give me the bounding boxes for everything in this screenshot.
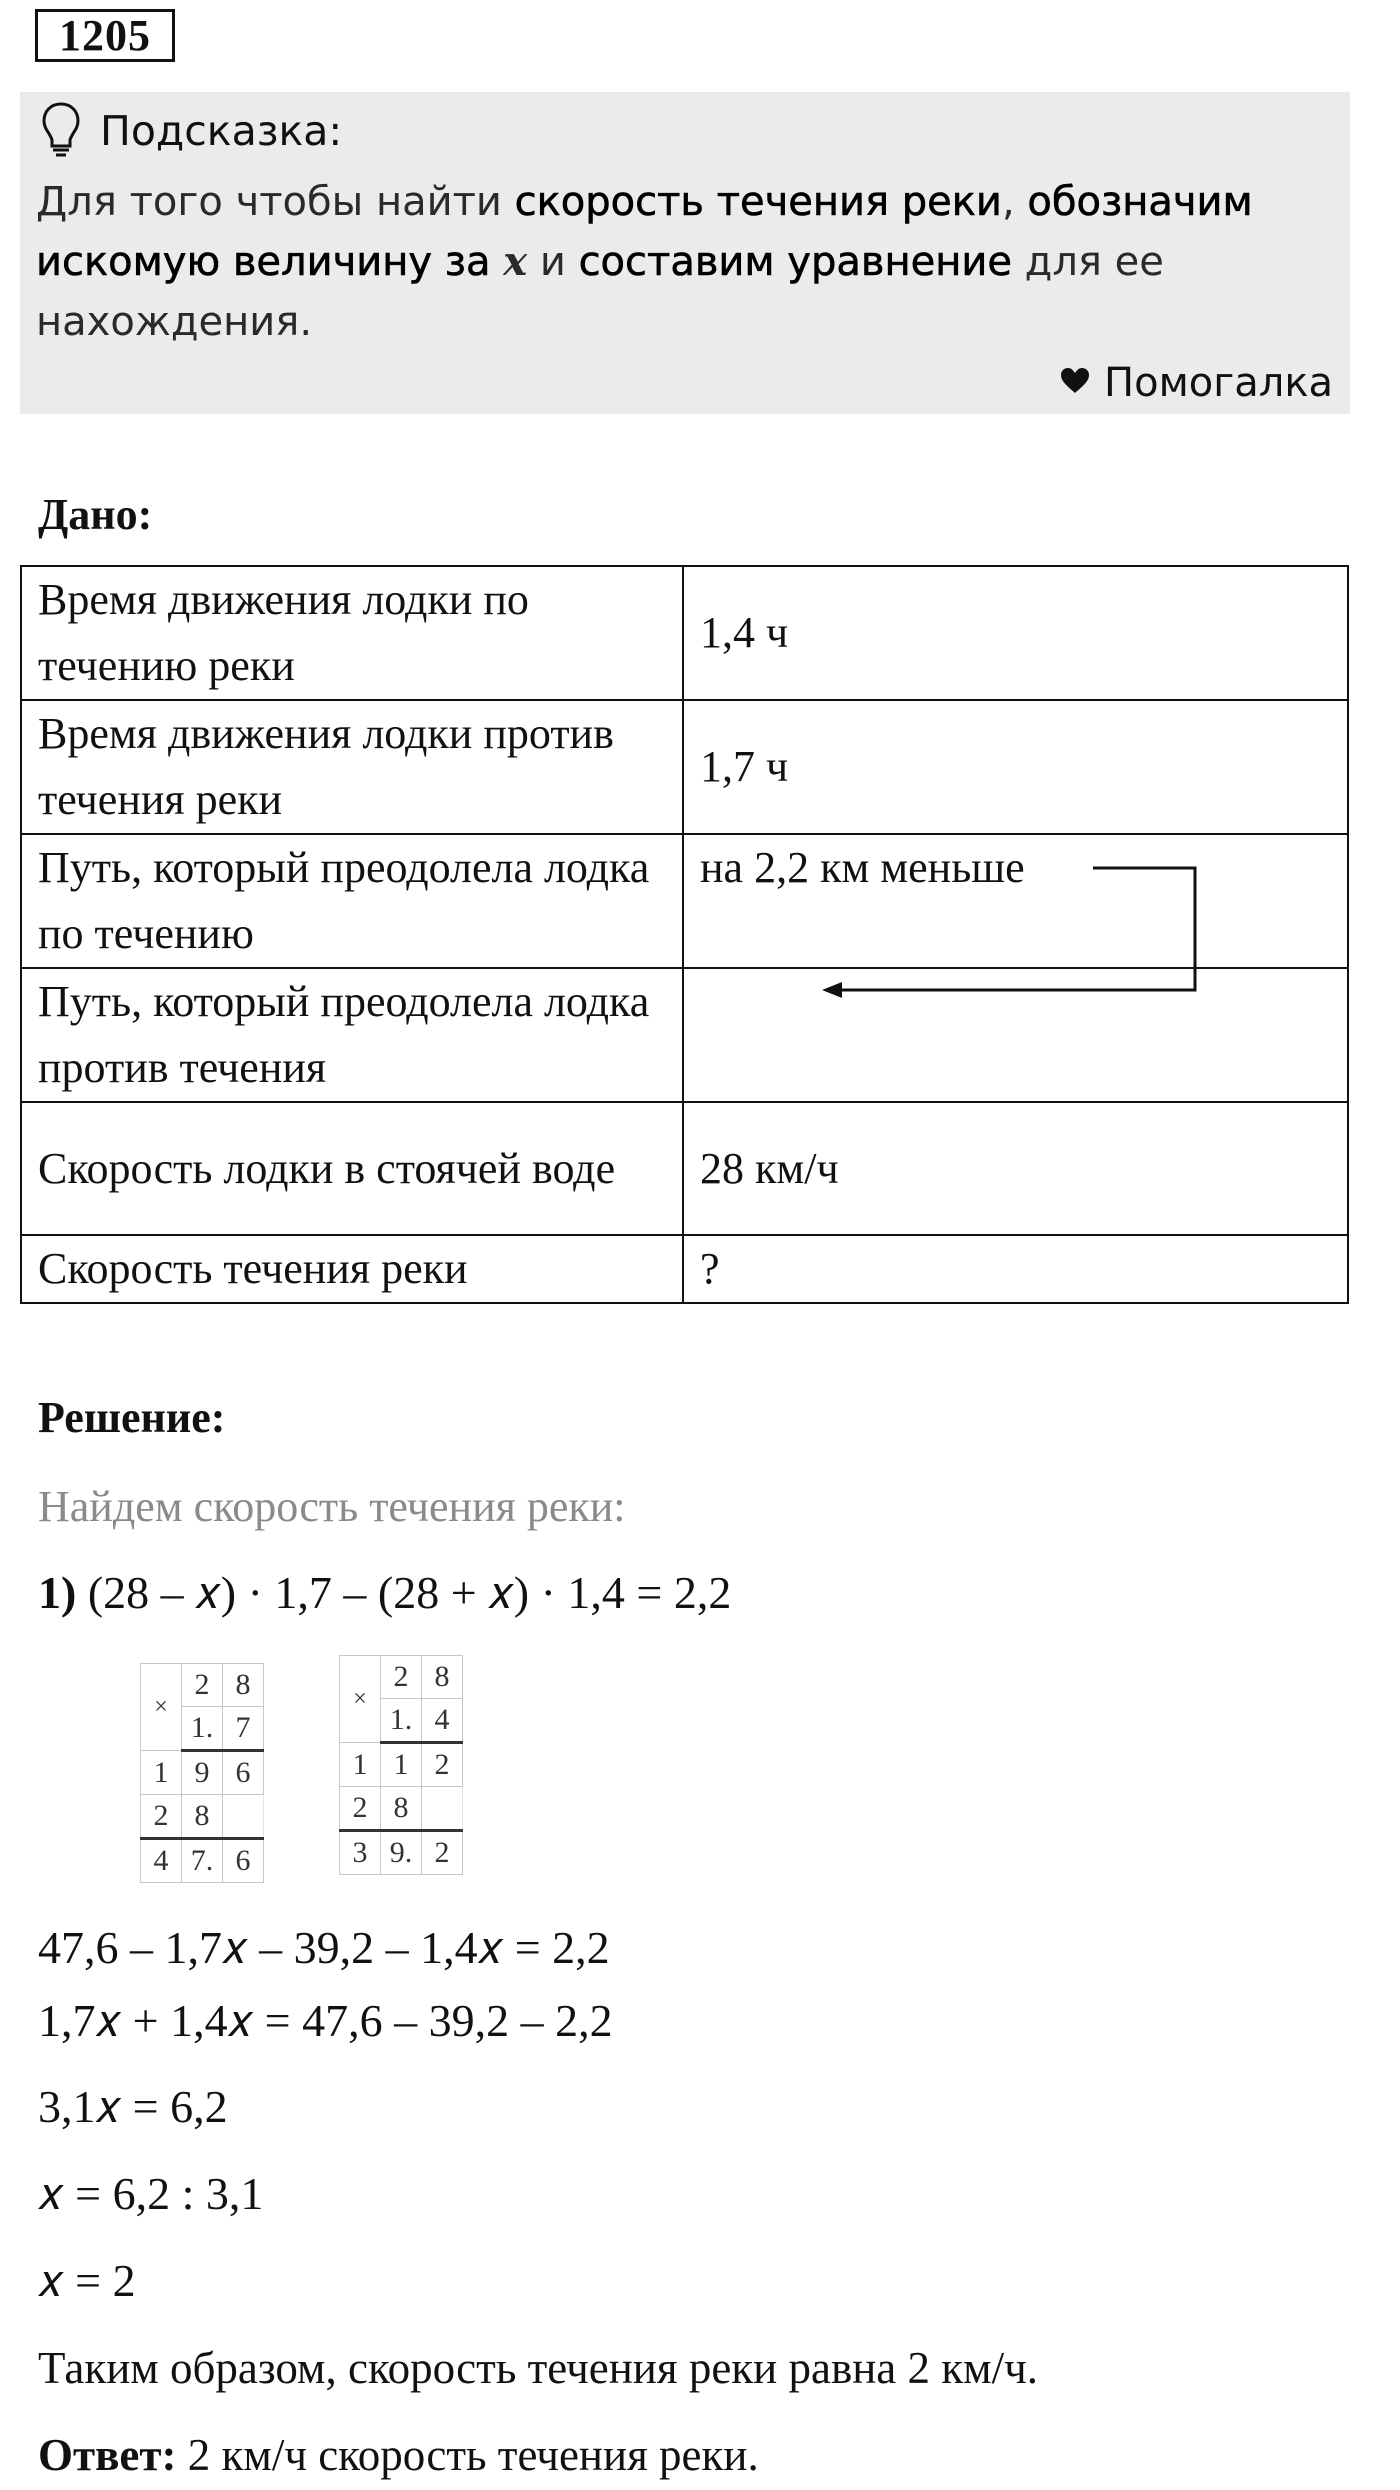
times-sign: ×: [340, 1656, 381, 1743]
grid-row: [141, 1751, 264, 1795]
grid-cell: 9: [182, 1751, 223, 1795]
grid-cell: 1: [340, 1743, 381, 1787]
grid-cell: [422, 1787, 463, 1831]
times-sign: ×: [141, 1664, 182, 1751]
brand-link[interactable]: Помогалка: [1060, 355, 1333, 409]
given-value: на 2,2 км меньше: [683, 834, 1348, 968]
solution-heading: Решение:: [38, 1393, 226, 1442]
answer: [38, 2425, 759, 2485]
solution-line: 𝑥 = 2: [38, 2255, 136, 2306]
grid-cell: 8: [182, 1795, 223, 1839]
grid-cell: 2: [381, 1656, 422, 1699]
grid-cell: 3: [340, 1831, 381, 1875]
solution-line: 𝑥 = 6,2 : 3,1: [38, 2168, 264, 2219]
grid-cell: 2: [340, 1787, 381, 1831]
lightbulb-icon: [40, 100, 82, 158]
grid-cell: 8: [223, 1664, 264, 1707]
grid-cell: 2: [422, 1831, 463, 1875]
grid-row: [141, 1795, 264, 1839]
grid-cell: 4: [141, 1839, 182, 1883]
given-value: 1,7 ч: [683, 700, 1348, 834]
grid-cell: 2: [141, 1795, 182, 1839]
given-heading: Дано:: [38, 490, 153, 539]
solution-line: 47,6 – 1,7𝑥 – 39,2 – 1,4𝑥 = 2,2: [38, 1922, 610, 1973]
task-number: 1205: [35, 9, 175, 62]
grid-cell: 7: [223, 1707, 264, 1751]
grid-cell: 1: [141, 1751, 182, 1795]
answer-label: Ответ:: [38, 2430, 177, 2480]
grid-cell: 1.: [182, 1707, 223, 1751]
given-value: 28 км/ч: [683, 1102, 1348, 1235]
solution-intro: Найдем скорость течения реки:: [38, 1482, 626, 1531]
grid-row: [340, 1831, 463, 1875]
hint-title: Подсказка:: [100, 107, 343, 155]
grid-cell: 2: [182, 1664, 223, 1707]
comparison-arrow: [818, 858, 1208, 998]
solution-line: 3,1𝑥 = 6,2: [38, 2081, 228, 2132]
grid-cell: 1: [381, 1743, 422, 1787]
given-label: Скорость течения реки: [21, 1235, 683, 1303]
given-value: ?: [683, 1235, 1348, 1303]
grid-cell: 1.: [381, 1699, 422, 1743]
grid-cell: 8: [422, 1656, 463, 1699]
grid-cell: 7.: [182, 1839, 223, 1883]
table-row: [21, 700, 1348, 834]
multiplication-grid: [339, 1655, 463, 1875]
grid-row: [340, 1656, 463, 1699]
table-row: [21, 1102, 1348, 1235]
equation-line: 1) (28 – 𝑥) · 1,7 – (28 + 𝑥) · 1,4 = 2,2: [38, 1567, 732, 1618]
grid-cell: [223, 1795, 264, 1839]
grid-row: [340, 1787, 463, 1831]
given-value: 1,4 ч: [683, 566, 1348, 700]
given-label: Путь, который преодолела лодка против течения: [21, 968, 683, 1102]
answer-text: 2 км/ч скорость течения реки.: [176, 2430, 759, 2480]
multiplication-grid: [140, 1663, 264, 1883]
table-row: [21, 566, 1348, 700]
table-row: [21, 1235, 1348, 1303]
given-label: Путь, который преодолела лодка по течению: [21, 834, 683, 968]
grid-cell: 6: [223, 1751, 264, 1795]
grid-cell: 6: [223, 1839, 264, 1883]
grid-row: [141, 1664, 264, 1707]
step-number: 1): [38, 1567, 77, 1618]
conclusion: Таким образом, скорость течения реки равна 2 км/ч.: [38, 2343, 1038, 2393]
given-label: Время движения лодки по течению реки: [21, 566, 683, 700]
hint-text: Для того чтобы найти скорость течения реки, обозначим искомую величину за x и составим уравнение для ее нахождения.: [36, 179, 1253, 345]
grid-row: [141, 1839, 264, 1883]
heart-icon: [1060, 355, 1090, 407]
given-label: Время движения лодки против течения реки: [21, 700, 683, 834]
grid-cell: 8: [381, 1787, 422, 1831]
given-label: Скорость лодки в стоячей воде: [21, 1102, 683, 1235]
grid-cell: 9.: [381, 1831, 422, 1875]
grid-cell: 4: [422, 1699, 463, 1743]
solution-line: 1,7𝑥 + 1,4𝑥 = 47,6 – 39,2 – 2,2: [38, 1995, 613, 2046]
grid-row: [340, 1743, 463, 1787]
grid-cell: 2: [422, 1743, 463, 1787]
